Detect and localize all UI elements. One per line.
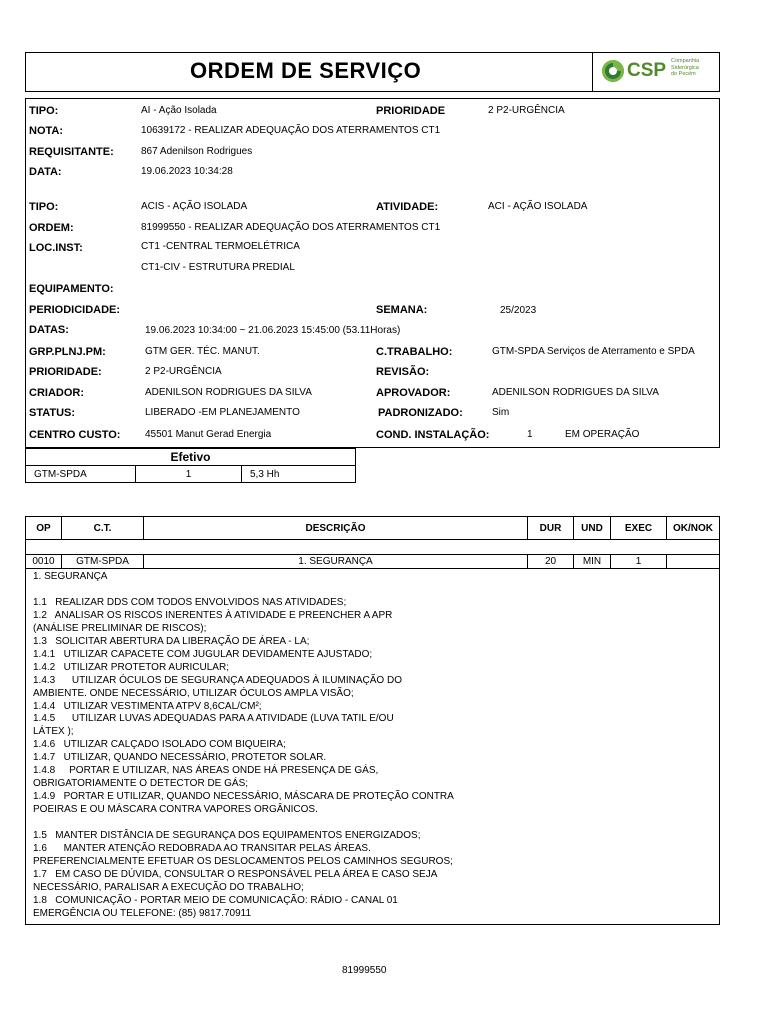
padronizado-label: PADRONIZADO: [378,407,463,419]
col-header-descricao: DESCRIÇÃO [143,516,528,540]
detail-line: 1. SEGURANÇA [33,571,108,582]
grp-value: GTM GER. TÉC. MANUT. [145,346,260,357]
detail-line: 1.4.5 UTILIZAR LUVAS ADEQUADAS PARA A ATIVIDADE (LUVA TATIL E/OU [33,713,394,725]
detail-line: 1.3 SOLICITAR ABERTURA DA LIBERAÇÃO DE ÁREA - LA; [33,635,310,647]
detail-line: 1.4.7 UTILIZAR, QUANDO NECESSÁRIO, PROTETOR SOLAR. [33,752,327,764]
prioridade1-value: 2 P2-URGÊNCIA [488,105,565,116]
efetivo-qty: 1 [135,465,242,483]
data-value: 19.06.2023 10:34:28 [141,166,233,177]
prioridade2-label: PRIORIDADE: [29,366,102,378]
detail-line: 1.4.6 UTILIZAR CALÇADO ISOLADO COM BIQUEIRA; [33,739,286,751]
col-header-oknok: OK/NOK [666,516,720,540]
detail-line [33,584,483,597]
semana-label: SEMANA: [376,304,428,316]
detail-line: 1.7 EM CASO DE DÚVIDA, CONSULTAR O RESPONSÁVEL PELA ÁREA E CASO SEJA [33,868,438,880]
aprovador-value: ADENILSON RODRIGUES DA SILVA [492,387,659,398]
col-header-ct: C.T. [61,516,144,540]
op-und: MIN [573,554,611,569]
detail-line: 1.4.3 UTILIZAR ÓCULOS DE SEGURANÇA ADEQUADOS À ILUMINAÇÃO DO [33,674,402,686]
datas-value: 19.06.2023 10:34:00 ~ 21.06.2023 15:45:00 (53.11Horas) [145,325,401,336]
criador-value: ADENILSON RODRIGUES DA SILVA [145,387,312,398]
atividade-value: ACI - AÇÃO ISOLADA [488,201,588,212]
operation-details [33,571,483,921]
col-header-op: OP [25,516,62,540]
detail-line: 1.4.1 UTILIZAR CAPACETE COM JUGULAR DEVIDAMENTE AJUSTADO; [33,648,373,660]
detail-line: AMBIENTE. ONDE NECESSÁRIO, UTILIZAR ÓCULOS AMPLA VISÃO; [33,687,354,699]
detail-line: 1.8 COMUNICAÇÃO - PORTAR MEIO DE COMUNICAÇÃO: RÁDIO - CANAL 01 [33,894,398,906]
detail-line: OBRIGATORIAMENTE O DETECTOR DE GÁS; [33,778,249,790]
ordem-value: 81999550 - REALIZAR ADEQUAÇÃO DOS ATERRAMENTOS CT1 [141,222,441,233]
col-header-exec: EXEC [610,516,667,540]
detail-line [33,817,483,830]
locinst-label: LOC.INST: [29,242,83,254]
detail-line: LÁTEX ); [33,726,74,738]
efetivo-hours: 5,3 Hh [241,465,356,483]
op-number: 0010 [25,554,62,569]
detail-line: 1.6 MANTER ATENÇÃO REDOBRADA AO TRANSITAR PELAS ÁREAS. [33,843,371,855]
detail-line: PREFERENCIALMENTE EFETUAR OS DESLOCAMENTOS PELOS CAMINHOS SEGUROS; [33,855,453,867]
detail-line: 1.1 REALIZAR DDS COM TODOS ENVOLVIDOS NAS ATIVIDADES; [33,596,347,608]
prioridade1-label: PRIORIDADE [376,105,446,117]
prioridade2-value: 2 P2-URGÊNCIA [145,366,222,377]
detail-line: 1.4.9 PORTAR E UTILIZAR, QUANDO NECESSÁRIO, MÁSCARA DE PROTEÇÃO CONTRA [33,791,454,803]
centro-label: CENTRO CUSTO: [29,429,121,441]
revisao-label: REVISÃO: [376,366,430,378]
aprovador-label: APROVADOR: [376,387,451,399]
centro-value: 45501 Manut Gerad Energia [145,429,272,440]
data-label: DATA: [29,166,62,178]
logo-icon [602,60,624,82]
op-oknok [666,554,720,569]
status-label: STATUS: [29,407,76,419]
efetivo-title: Efetivo [25,448,356,466]
detail-line: 1.5 MANTER DISTÂNCIA DE SEGURANÇA DOS EQUIPAMENTOS ENERGIZADOS; [33,830,421,842]
page-title: ORDEM DE SERVIÇO [190,58,422,83]
cond-number: 1 [527,429,533,440]
padronizado-value: Sim [492,407,510,418]
tipo1-value: AI - Ação Isolada [141,105,217,116]
tipo1-label: TIPO: [29,105,59,117]
footer-page-ref: 81999550 [342,965,387,976]
op-exec: 1 [610,554,667,569]
requisitante-label: REQUISITANTE: [29,146,114,158]
logo-text: CSP [627,60,667,81]
atividade-label: ATIVIDADE: [376,201,439,213]
detail-line: NECESSÁRIO, PARALISAR A EXECUÇÃO DO TRABALHO; [33,881,304,893]
efetivo-group: GTM-SPDA [25,465,136,483]
requisitante-value: 867 Adenilson Rodrigues [141,146,253,157]
locinst-value-1: CT1 -CENTRAL TERMOELÉTRICA [141,241,300,252]
op-descricao: 1. SEGURANÇA [143,554,528,569]
detail-line: POEIRAS E OU MÁSCARA CONTRA VAPORES ORGÂNICOS. [33,804,318,816]
cond-label: COND. INSTALAÇÃO: [376,429,490,441]
status-value: LIBERADO -EM PLANEJAMENTO [145,407,300,418]
grp-label: GRP.PLNJ.PM: [29,346,106,358]
ordem-label: ORDEM: [29,222,74,234]
tipo2-label: TIPO: [29,201,59,213]
semana-value: 25/2023 [500,305,537,316]
detail-line: EMERGÊNCIA OU TELEFONE: (85) 9817.70911 [33,907,252,919]
op-dur: 20 [527,554,574,569]
cond-value: EM OPERAÇÃO [565,429,640,440]
detail-line: 1.4.2 UTILIZAR PROTETOR AURICULAR; [33,661,229,673]
ctrab-label: C.TRABALHO: [376,346,453,358]
nota-value: 10639172 - REALIZAR ADEQUAÇÃO DOS ATERRAMENTOS CT1 [141,125,441,136]
logo-subtext-line: Companhia [671,58,700,64]
col-header-und: UND [573,516,611,540]
logo-subtext [671,58,699,78]
criador-label: CRIADOR: [29,387,84,399]
spacer-row [25,539,720,555]
col-header-dur: DUR [527,516,574,540]
logo-subtext-line: do Pecém [671,71,696,77]
nota-label: NOTA: [29,125,64,137]
ctrab-value: GTM-SPDA Serviços de Aterramento e SPDA [492,346,695,357]
logo-subtext-line: Siderúrgica [671,64,699,71]
locinst-value-2: CT1-CIV - ESTRUTURA PREDIAL [141,262,295,273]
equipamento-label: EQUIPAMENTO: [29,283,114,295]
detail-line: (ANÁLISE PRELIMINAR DE RISCOS); [33,622,207,634]
detail-line: 1.2 ANALISAR OS RISCOS INERENTES À ATIVIDADE E PREENCHER A APR [33,609,393,621]
periodicidade-label: PERIODICIDADE: [29,304,121,316]
tipo2-value: ACIS - AÇÃO ISOLADA [141,201,248,212]
op-ct: GTM-SPDA [61,554,144,569]
detail-line: 1.4.8 PORTAR E UTILIZAR, NAS ÁREAS ONDE HÁ PRESENÇA DE GÁS, [33,765,379,777]
detail-line: 1.4.4 UTILIZAR VESTIMENTA ATPV 8,6CAL/CM²; [33,700,262,712]
datas-label: DATAS: [29,324,69,336]
